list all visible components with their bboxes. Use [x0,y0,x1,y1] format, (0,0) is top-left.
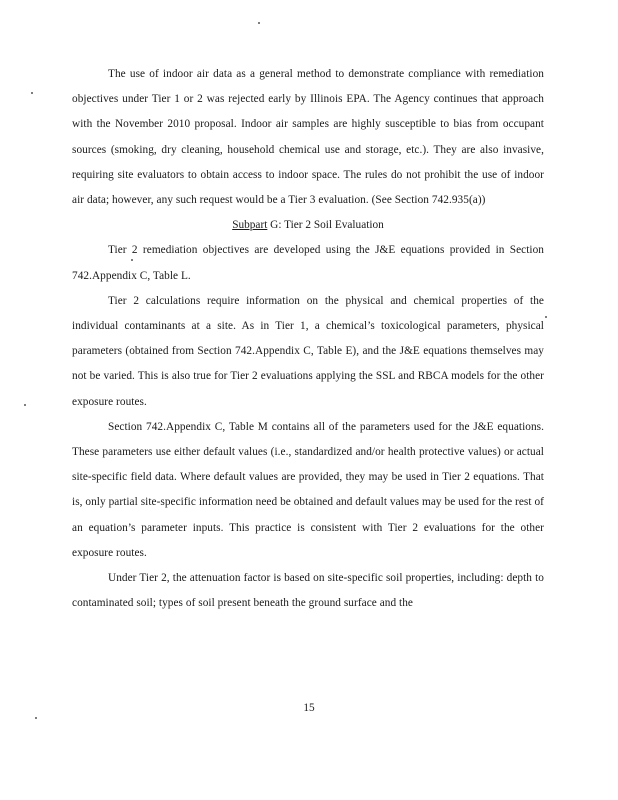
scan-speck [35,717,37,719]
section-heading-prefix: Subpart [232,219,268,232]
paragraph-tier2-calculations: Tier 2 calculations require information on the physical and chemical properties of the individual contaminants at a site. As in Tier 1, a chemical’s toxicological parameters, physical parameters (obtained from Section 742.Appendix C, Table E), and the J&E equations themselves may not be varied. This is also true for Tier 2 evaluations applying the SSL and RBCA models for the other exposure routes. [72,294,544,408]
paragraph-table-m: Section 742.Appendix C, Table M contains all of the parameters used for the J&E equations. These parameters use either default values (i.e., standardized and/or health protective values) or actual site-specific field data. Where default values are provided, they may be used in Tier 2 equations. That is, only partial site-specific information need be obtained and default values may be used for the rest of an equation’s parameter inputs. This practice is consistent with Tier 2 evaluations for the other exposure routes. [72,420,544,559]
paragraph-tier2-objectives: Tier 2 remediation objectives are developed using the J&E equations provided in Section 742.Appendix C, Table L. [72,244,544,282]
document-body [72,62,544,616]
scan-speck [258,22,260,24]
section-heading [72,213,544,238]
scan-speck [31,92,33,94]
section-heading-title: G: Tier 2 Soil Evaluation [267,219,384,232]
page-number: 15 [303,702,315,714]
paragraph-indoor-air: The use of indoor air data as a general method to demonstrate compliance with remediation objectives under Tier 1 or 2 was rejected early by Illinois EPA. The Agency continues that approach with the November 2010 proposal. Indoor air samples are highly susceptible to bias from occupant sources (smoking, dry cleaning, household chemical use and storage, etc.). They are also invasive, requiring site evaluators to obtain access to indoor space. The rules do not prohibit the use of indoor air data; however, any such request would be a Tier 3 evaluation. (See Section 742.935(a)) [72,68,544,207]
paragraph-attenuation-factor: Under Tier 2, the attenuation factor is based on site-specific soil properties, including: depth to contaminated soil; types of soil present beneath the ground surface and the [72,572,544,610]
scan-speck [24,404,26,406]
scan-speck [545,316,547,318]
